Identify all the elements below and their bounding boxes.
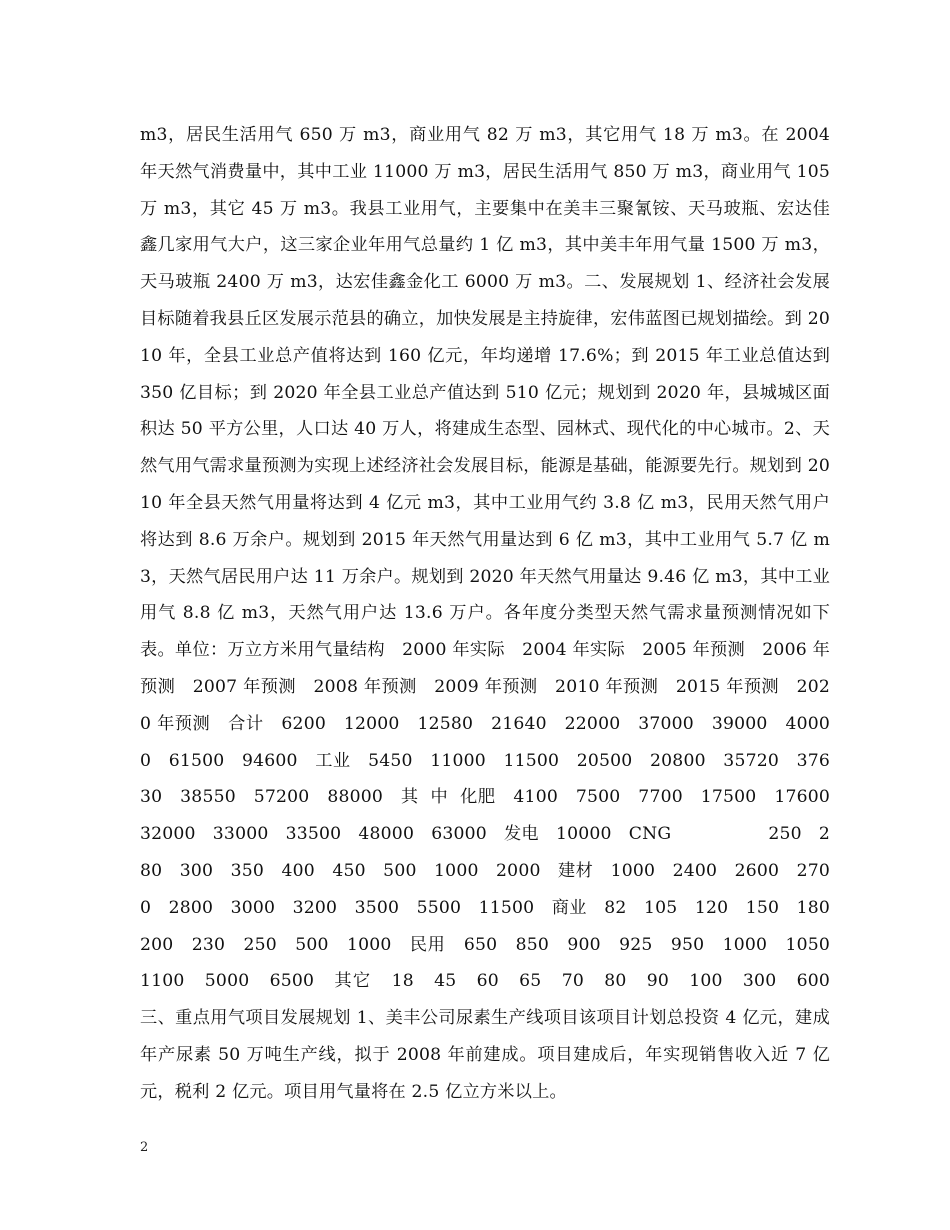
body-paragraph: m3，居民生活用气 650 万 m3，商业用气 82 万 m3，其它用气 18 万 m3。在 2004 年天然气消费量中，其中工业 11000 万 m3，居民生活用气 850 万 m3，商业用气 105 万 m3，其它 45 万 m3。我县工业用气，主要集中在美丰三聚氰铵、天马玻瓶、宏达佳鑫几家用气大户，这三家企业年用气总量约 1 亿 m3，其中美丰年用气量 1500 万 m3，天马玻瓶 2400 万 m3，达宏佳鑫金化工 6000 万 m3。二、发展规划 1、经济社会发展目标随着我县丘区发展示范县的确立，加快发展是主持旋律，宏伟蓝图已规划描绘。到 2010 年，全县工业总产值将达到 160 亿元，年均递增 17.6%；到 2015 年工业总值达到 350 亿目标；到 2020 年全县工业总产值达到 510 亿元；规划到 2020 年，县城城区面积达 50 平方公里，人口达 40 万人，将建成生态型、园林式、现代化的中心城市。2、天然气用气需求量预测为实现上述经济社会发展目标，能源是基础，能源要先行。规划到 2010 年全县天然气用量将达到 4 亿元 m3，其中工业用气约 3.8 亿 m3，民用天然气用户将达到 8.6 万余户。规划到 2015 年天然气用量达到 6 亿 m3，其中工业用气 5.7 亿 m3，天然气居民用户达 11 万余户。规划到 2020 年天然气用量达 9.46 亿 m3，其中工业用气 8.8 亿 m3，天然气用户达 13.6 万户。各年度分类型天然气需求量预测情况如下表。单位：万立方米用气量结构 2000 年实际 2004 年实际 2005 年预测 2006 年预测 2007 年预测 2008 年预测 2009 年预测 2010 年预测 2015 年预测 2020 年预测 合计 6200 12000 12580 21640 22000 37000 39000 40000 61500 94600 工业 5450 11000 11500 20500 20800 35720 37630 38550 57200 88000 其 中 化肥 4100 7500 7700 17500 17600 32000 33000 33500 48000 63000 发电 10000 CNG 250 280 300 350 400 450 500 1000 2000 建材 1000 2400 2600 2700 2800 3000 3200 3500 5500 11500 商业 82 105 120 150 180 200 230 250 500 1000 民用 650 850 900 925 950 1000 1050 1100 5000 6500 其它 18 45 60 65 70 80 90 100 300 600 三、重点用气项目发展规划 1、美丰公司尿素生产线项目该项目计划总投资 4 亿元，建成年产尿素 50 万吨生产线，拟于 2008 年前建成。项目建成后，年实现销售收入近 7 亿元，税利 2 亿元。项目用气量将在 2.5 亿立方米以上。 — [140, 125, 847, 1102]
page-number: 2 — [140, 1140, 149, 1155]
